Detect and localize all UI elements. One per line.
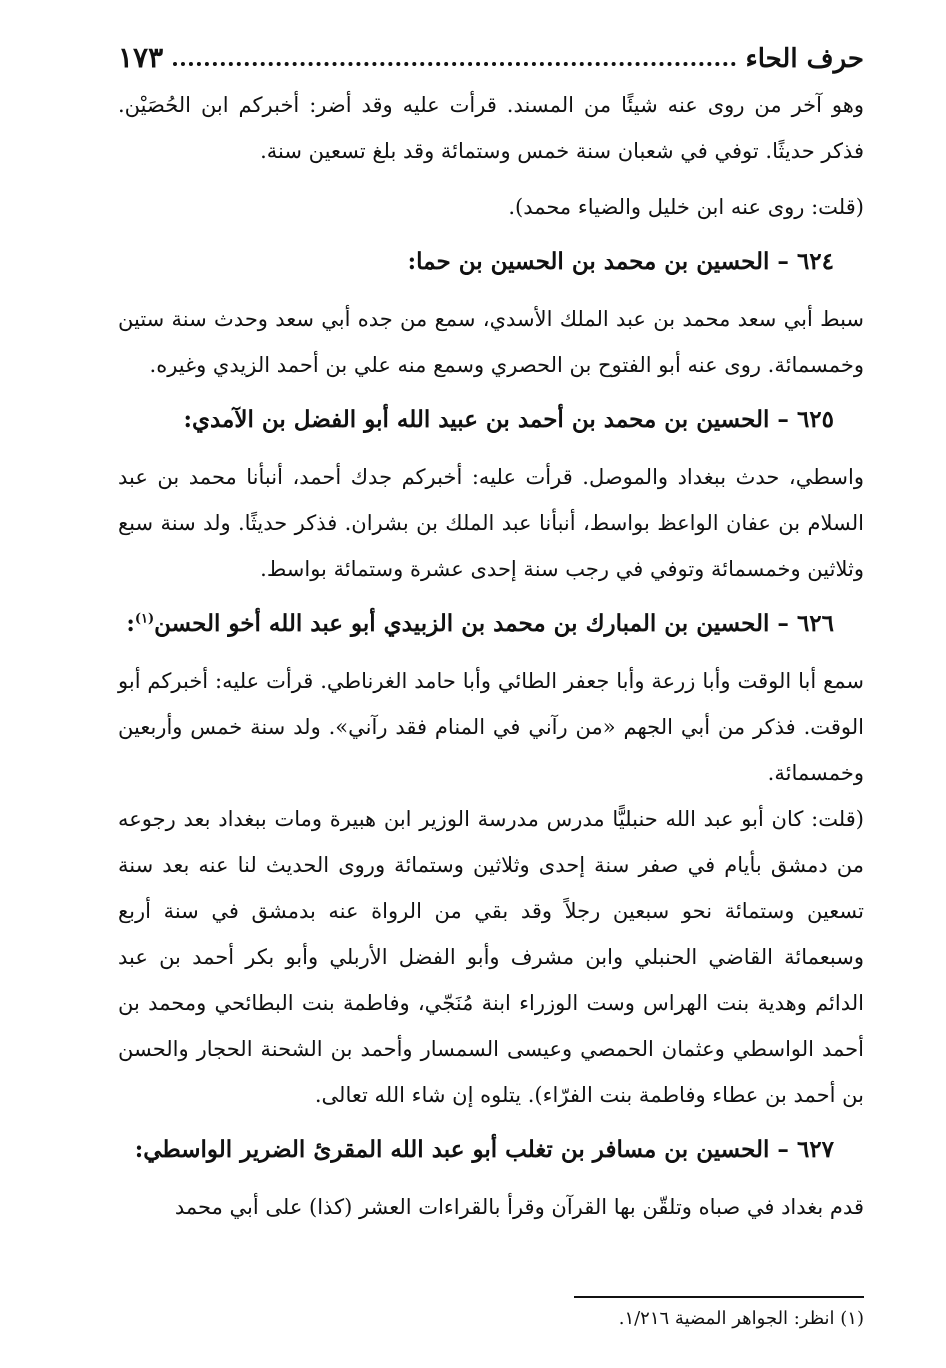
entry-body-627: قدم بغداد في صباه وتلقّن بها القرآن وقرأ بالقراءات العشر (كذا) على أبي محمد	[174, 1195, 864, 1219]
entry-note-626: (قلت: كان أبو عبد الله حنبليًّا مدرس مدرسة الوزير ابن هبيرة ومات ببغداد بعد رجوعه من دمشق بأيام في صفر سنة إحدى وثلاثين وستمائة وروى الحديث لنا عنه بعد سنة تسعين وستمائة نحو سبعين رجلاً وقد بقي من الرواة عنه بدمشق في سنة أربع وسبعمائة القاضي الحنبلي وابن مشرف وأبو الفضل الأربلي وأبو بكر أحمد بن عبد الدائم وهدية بنت الهراس وست الوزراء ابنة مُنَجّي، وفاطمة بنت البطائحي ومحمد بن أحمد الواسطي وعثمان الحمصي وعيسى السمسار وأحمد بن الشحنة الحجار والحسن بن أحمد بن عطاء وفاطمة بنت الفرّاء). يتلوه إن شاء الله تعالى.	[118, 807, 864, 1107]
paragraph-continuation: وهو آخر من روى عنه شيئًا من المسند. قرأت عليه وقد أضر: أخبركم ابن الحُصَيْن. فذكر حديثًا. توفي في شعبان سنة خمس وستمائة وقد بلغ تسعين سنة.	[118, 93, 864, 163]
entry-heading-626-text: ٦٢٦ – الحسين بن المبارك بن محمد بن الزبيدي أبو عبد الله أخو الحسن	[154, 610, 834, 637]
entry-body-626: سمع أبا الوقت وأبا زرعة وأبا جعفر الطائي وأبا حامد الغرناطي. قرأت عليه: أخبركم أبو الوقت. فذكر من أبي الجهم «من رآني في المنام فقد رآني». ولد سنة خمس وأربعين وخمسمائة.	[118, 669, 864, 785]
chapter-title: حرف الحاء	[745, 44, 864, 74]
entry-heading-626-colon: :	[126, 610, 135, 637]
entry-heading-627: ٦٢٧ – الحسين بن مسافر بن تغلب أبو عبد الله المقرئ الضرير الواسطي:	[134, 1136, 834, 1163]
footnote-marker: (١)	[134, 611, 155, 627]
running-header	[118, 34, 864, 74]
leader-dots	[173, 62, 735, 66]
footnote-divider	[574, 1296, 864, 1298]
page-number: ١٧٣	[118, 41, 164, 74]
entry-heading-624: ٦٢٤ – الحسين بن محمد بن الحسين بن حما:	[407, 248, 834, 275]
footnote: (١) انظر: الجواهر المضية ١/٢١٦.	[618, 1308, 864, 1329]
page-body	[118, 82, 864, 1230]
entry-body-625: واسطي، حدث ببغداد والموصل. قرأت عليه: أخبركم جدك أحمد، أنبأنا محمد بن عبد السلام بن عفان الواعظ بواسط، أنبأنا عبد الملك بن بشران. فذكر حديثًا. ولد سنة سبع وثلاثين وخمسمائة وتوفي في رجب سنة إحدى عشرة وستمائة بواسط.	[118, 465, 864, 581]
entry-heading-626	[118, 602, 864, 646]
entry-heading-625: ٦٢٥ – الحسين بن محمد بن أحمد بن عبيد الله أبو الفضل بن الآمدي:	[183, 406, 834, 433]
entry-body-624: سبط أبي سعد محمد بن عبد الملك الأسدي، سمع من جده أبي سعد وحدث سنة ستين وخمسمائة. روى عنه أبو الفتوح بن الحصري وسمع منه علي بن أحمد الزيدي وغيره.	[118, 307, 864, 377]
paragraph-note: (قلت: روى عنه ابن خليل والضياء محمد).	[508, 195, 864, 219]
